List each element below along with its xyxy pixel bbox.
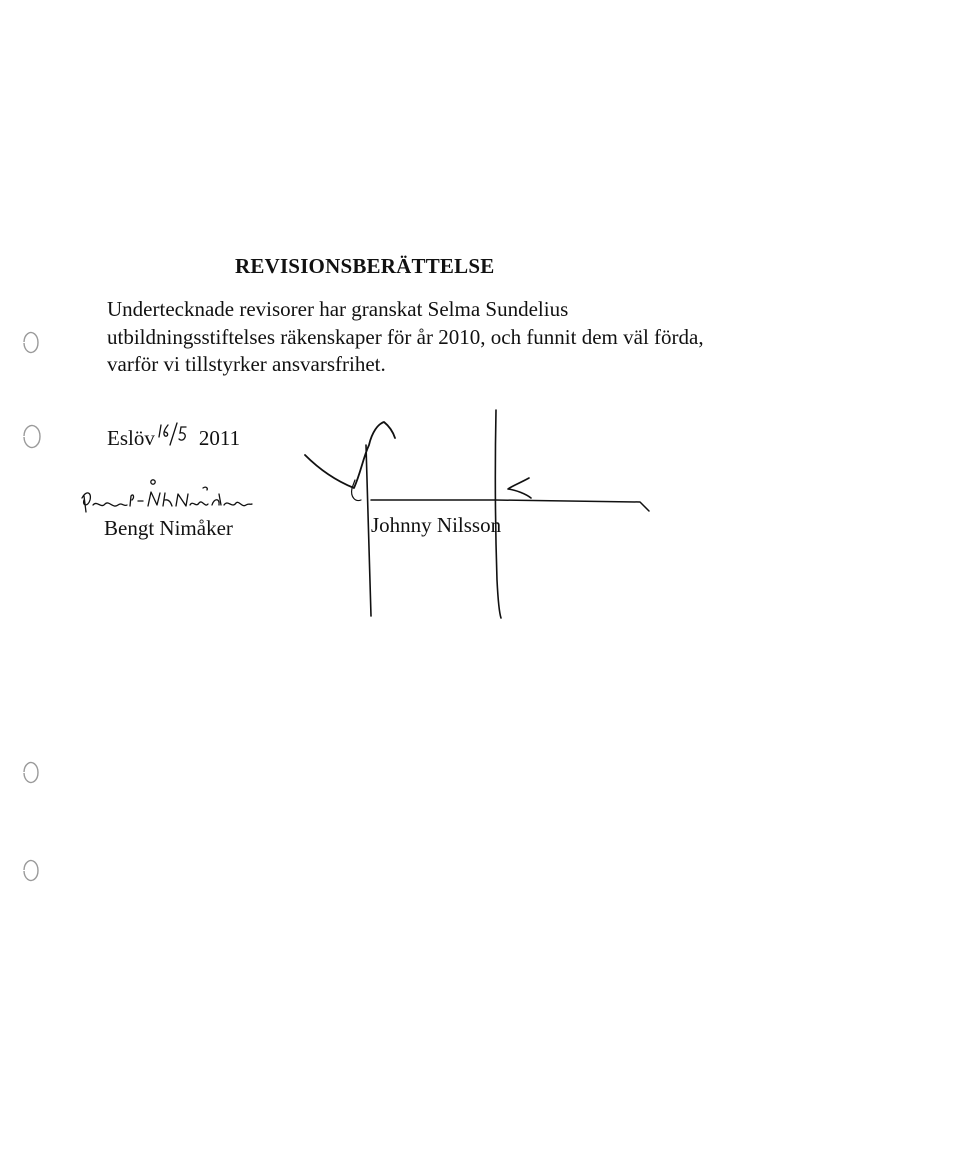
signer-name-2: Johnny Nilsson — [371, 513, 502, 537]
body-line-1: Undertecknade revisorer har granskat Selma Sundelius — [107, 297, 569, 321]
body-line-2: utbildningsstiftelses räkenskaper för år 2010, och funnit dem väl förda, — [107, 325, 704, 349]
year: 2011 — [198, 426, 241, 450]
document-title: REVISIONSBERÄTTELSE — [235, 254, 495, 278]
body-line-3: varför vi tillstyrker ansvarsfrihet. — [107, 352, 386, 376]
signer-name-1: Bengt Nimåker — [104, 516, 233, 540]
place: Eslöv — [107, 426, 155, 450]
